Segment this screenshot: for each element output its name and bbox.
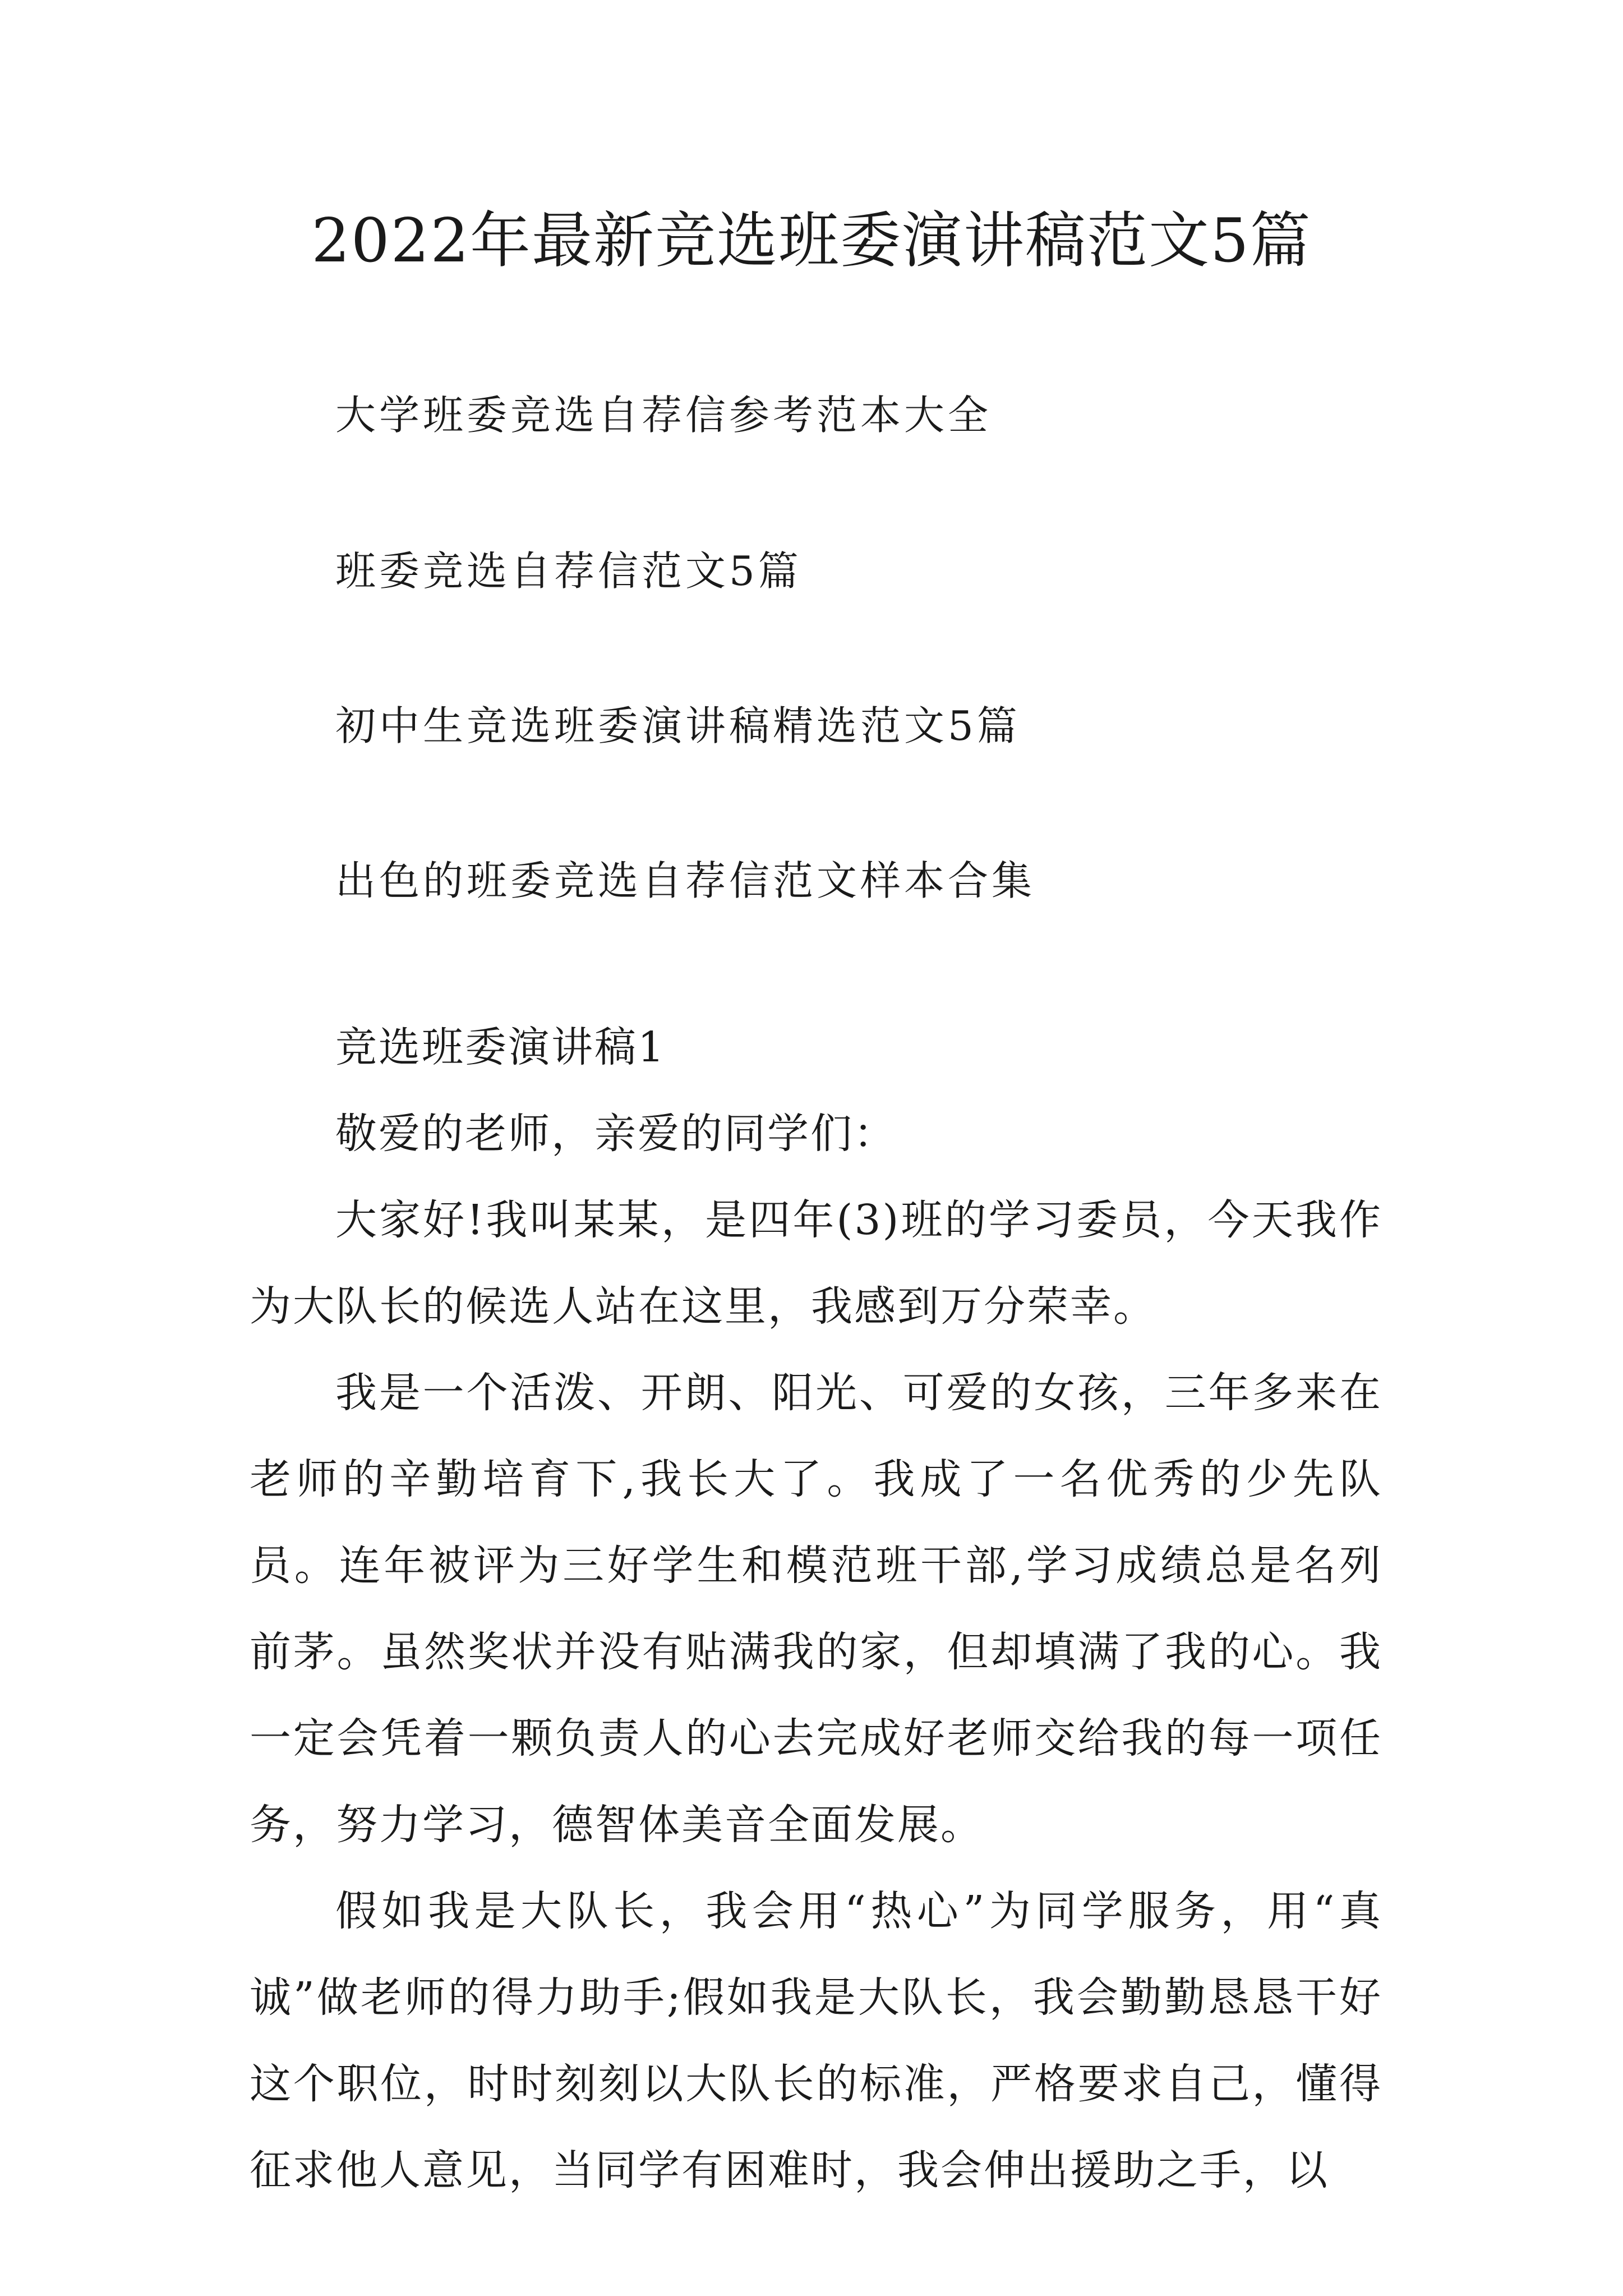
article-body	[250, 1004, 1382, 2214]
related-link-1[interactable]: 大学班委竞选自荐信参考范本大全	[335, 392, 992, 439]
related-link-2[interactable]: 班委竞选自荐信范文5篇	[335, 547, 802, 595]
related-link-4: 出色的班委竞选自荐信范文样本合集	[335, 857, 1036, 904]
related-link-3[interactable]: 初中生竞选班委演讲稿精选范文5篇	[335, 702, 1021, 749]
article-paragraph-2: 我是一个活泼、开朗、阳光、可爱的女孩，三年多来在老师的辛勤培育下,我长大了。我成了一名优秀的少先队员。连年被评为三好学生和模范班干部,学习成绩总是名列前茅。虽然奖状并没有贴满我的家，但却填满了我的心。我一定会凭着一颗负责人的心去完成好老师交给我的每一项任务，努力学习，德智体美音全面发展。	[250, 1369, 1382, 1849]
article-salutation: 敬爱的老师，亲爱的同学们：	[335, 1110, 897, 1158]
document-title: 2022年最新竞选班委演讲稿范文5篇	[311, 206, 1312, 276]
article-paragraph-1: 大家好!我叫某某，是四年(3)班的学习委员，今天我作为大队长的候选人站在这里，我感到万分荣幸。	[250, 1196, 1382, 1331]
article-heading: 竞选班委演讲稿1	[335, 1023, 666, 1071]
article-paragraph-3: 假如我是大队长，我会用“热心”为同学服务，用“真诚”做老师的得力助手;假如我是大队长，我会勤勤恳恳干好这个职位，时时刻刻以大队长的标准，严格要求自己，懂得征求他人意见，当同学有困难时，我会伸出援助之手，以	[250, 1887, 1382, 2194]
